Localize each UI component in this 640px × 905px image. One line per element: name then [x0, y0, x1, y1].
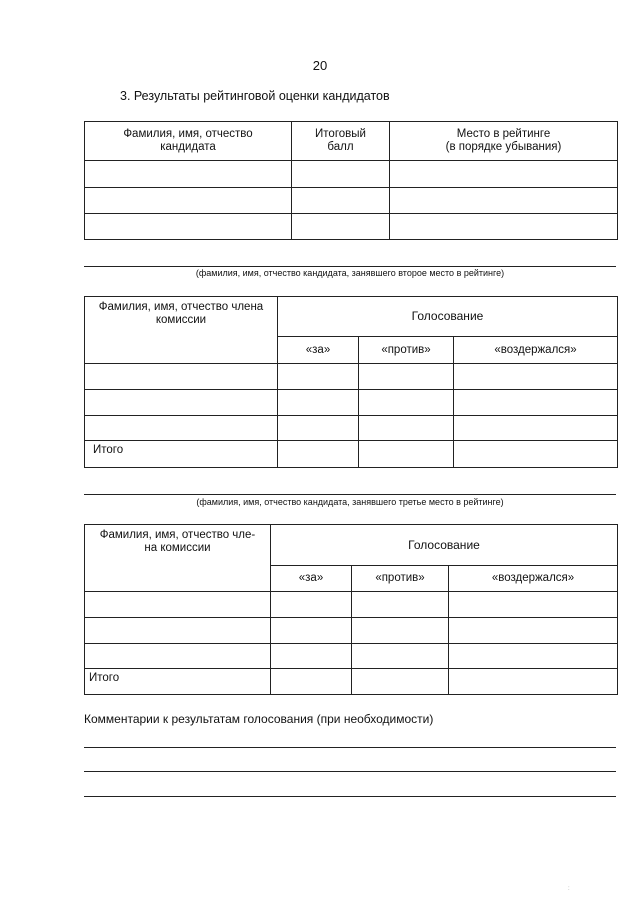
table-row: [85, 390, 618, 416]
header-candidate-name: Фамилия, имя, отчество кандидата: [85, 122, 292, 161]
vote-against-cell[interactable]: [359, 416, 454, 441]
total-row: [85, 669, 618, 695]
vote-for-cell[interactable]: [271, 644, 352, 669]
vote-for-cell[interactable]: [278, 416, 359, 441]
vote-against-cell[interactable]: [352, 644, 449, 669]
total-label: Итого: [85, 669, 271, 695]
table-row: [85, 161, 618, 188]
candidate-name-cell[interactable]: [85, 161, 292, 188]
candidate-name-cell[interactable]: [85, 214, 292, 240]
corner-mark: :: [568, 886, 570, 892]
vote-for-cell[interactable]: [271, 618, 352, 644]
third-place-caption: (фамилия, имя, отчество кандидата, занявшего третье место в рейтинге): [196, 497, 504, 507]
member-name-cell[interactable]: [85, 364, 278, 390]
page-number: 20: [312, 58, 328, 73]
header-vote-abstained: «воздержался»: [454, 337, 618, 364]
place-cell[interactable]: [390, 161, 618, 188]
member-name-cell[interactable]: [85, 390, 278, 416]
total-against-cell[interactable]: [352, 669, 449, 695]
second-place-name-line[interactable]: [84, 266, 616, 267]
header-rating-place: Место в рейтинге (в порядке убывания): [390, 122, 618, 161]
header-voting: Голосование: [278, 297, 618, 337]
vote-abstained-cell[interactable]: [449, 618, 618, 644]
member-name-cell[interactable]: [85, 416, 278, 441]
score-cell[interactable]: [292, 188, 390, 214]
vote-table-third: [84, 524, 618, 695]
header-member-name: Фамилия, имя, отчество члена комиссии: [85, 297, 278, 364]
table-row: [85, 214, 618, 240]
vote-abstained-cell[interactable]: [449, 592, 618, 618]
vote-for-cell[interactable]: [278, 364, 359, 390]
vote-against-cell[interactable]: [352, 592, 449, 618]
header-vote-abstained: «воздержался»: [449, 566, 618, 592]
header-vote-against: «против»: [359, 337, 454, 364]
header-vote-against: «против»: [352, 566, 449, 592]
comments-label: Комментарии к результатам голосования (при необходимости): [84, 712, 434, 726]
total-for-cell[interactable]: [271, 669, 352, 695]
vote-for-cell[interactable]: [278, 390, 359, 416]
comment-line[interactable]: [84, 796, 616, 797]
table-row: [85, 188, 618, 214]
score-cell[interactable]: [292, 161, 390, 188]
vote-header-row: [85, 297, 618, 337]
member-name-cell[interactable]: [85, 618, 271, 644]
vote-against-cell[interactable]: [352, 618, 449, 644]
total-against-cell[interactable]: [359, 441, 454, 468]
candidate-name-cell[interactable]: [85, 188, 292, 214]
total-row: [85, 441, 618, 468]
section-heading: 3. Результаты рейтинговой оценки кандидатов: [120, 89, 390, 103]
header-voting: Голосование: [271, 525, 618, 566]
table-row: [85, 644, 618, 669]
vote-abstained-cell[interactable]: [449, 644, 618, 669]
vote-table-second: [84, 296, 618, 468]
table-row: [85, 618, 618, 644]
header-vote-for: «за»: [278, 337, 359, 364]
vote-abstained-cell[interactable]: [454, 364, 618, 390]
table-row: [85, 592, 618, 618]
table-row: [85, 364, 618, 390]
vote-for-cell[interactable]: [271, 592, 352, 618]
comment-line[interactable]: [84, 747, 616, 748]
comment-line[interactable]: [84, 771, 616, 772]
total-abstained-cell[interactable]: [454, 441, 618, 468]
rating-header-row: [85, 122, 618, 161]
vote-against-cell[interactable]: [359, 364, 454, 390]
member-name-cell[interactable]: [85, 592, 271, 618]
member-name-cell[interactable]: [85, 644, 271, 669]
vote-against-cell[interactable]: [359, 390, 454, 416]
table-row: [85, 416, 618, 441]
header-vote-for: «за»: [271, 566, 352, 592]
rating-table: [84, 121, 618, 240]
vote-abstained-cell[interactable]: [454, 416, 618, 441]
header-total-score: Итоговый балл: [292, 122, 390, 161]
score-cell[interactable]: [292, 214, 390, 240]
vote-header-row: [85, 525, 618, 566]
third-place-name-line[interactable]: [84, 494, 616, 495]
place-cell[interactable]: [390, 188, 618, 214]
place-cell[interactable]: [390, 214, 618, 240]
total-label: Итого: [85, 441, 278, 468]
second-place-caption: (фамилия, имя, отчество кандидата, занявшего второе место в рейтинге): [195, 268, 505, 278]
total-abstained-cell[interactable]: [449, 669, 618, 695]
header-member-name: Фамилия, имя, отчество чле- на комиссии: [85, 525, 271, 592]
total-for-cell[interactable]: [278, 441, 359, 468]
vote-abstained-cell[interactable]: [454, 390, 618, 416]
